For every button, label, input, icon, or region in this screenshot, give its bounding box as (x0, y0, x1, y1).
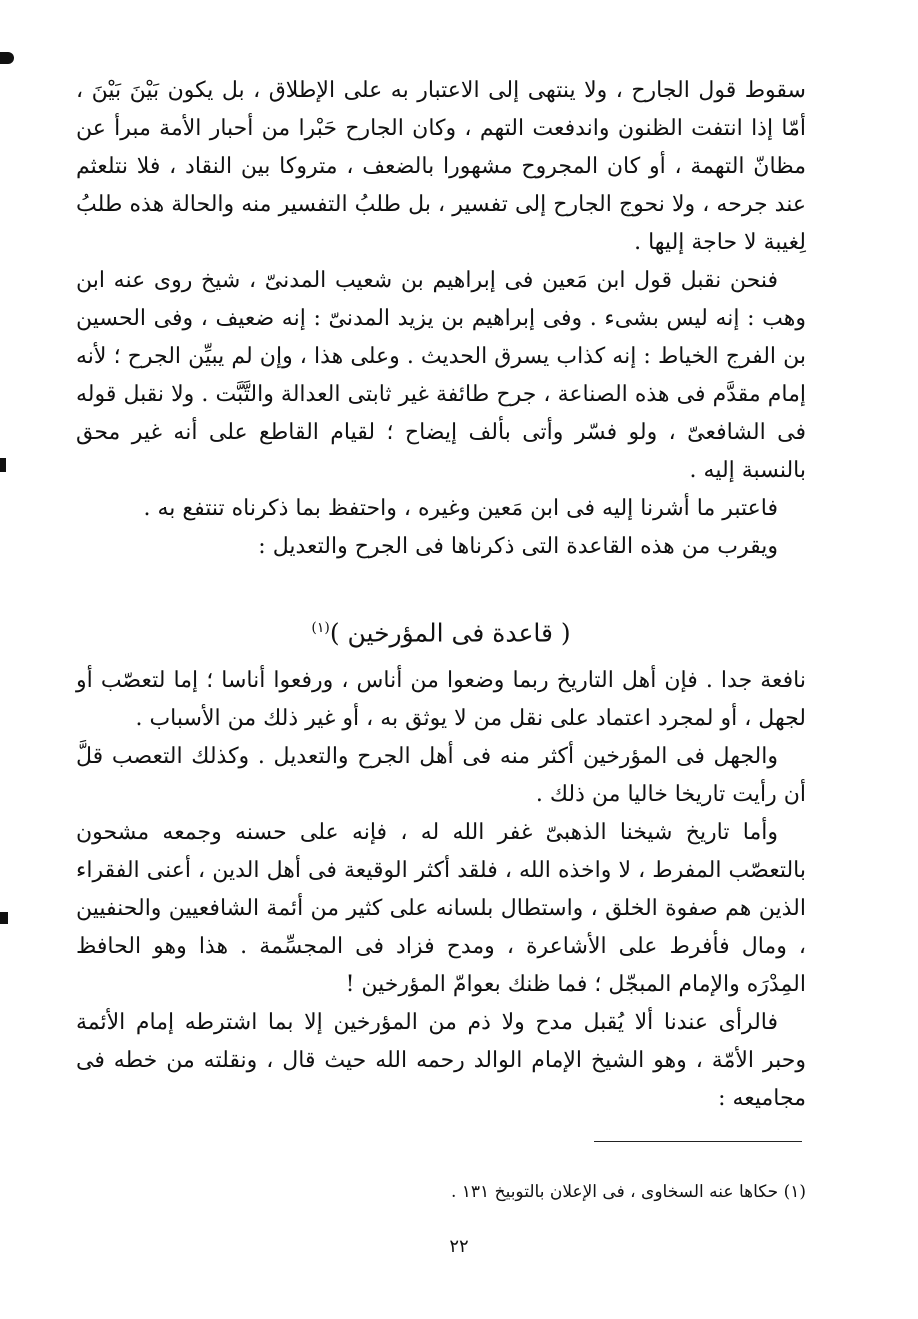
paragraph-opinion: فالرأى عندنا ألا يُقبل مدح ولا ذم من المؤرخين إلا بما اشترطه إمام الأئمة وحبر الأمّة ، وهو الشيخ الإمام الوالد رحمه الله حيث قال ، ونقلته من خطه فى مجاميعه : (76, 1010, 806, 1111)
paragraph-historians-useful: نافعة جدا . فإن أهل التاريخ ربما وضعوا من أناس ، ورفعوا أناسا ؛ إما لتعصّب أو لجهل ، أو لمجرد اعتماد على نقل من لا يوثق به ، أو غير ذلك من الأسباب . (76, 668, 806, 731)
paragraph-consider: فاعتبر ما أشرنا إليه فى ابن مَعين وغيره ، واحتفظ بما ذكرناه تنتفع به . (143, 496, 778, 521)
scan-edge-mark-lower (0, 912, 8, 924)
heading-footnote-mark: (١) (311, 620, 330, 636)
footnote: (١) حكاها عنه السخاوى ، فى الإعلان بالتوبيخ ١٣١ . (450, 1182, 806, 1202)
paragraph-close-rule: ويقرب من هذه القاعدة التى ذكرناها فى الجرح والتعديل : (258, 534, 778, 559)
scan-edge-mark-middle (0, 458, 6, 472)
body-text-lower (76, 662, 806, 1118)
body-text-upper (76, 72, 806, 566)
paragraph-dhahabi: وأما تاريخ شيخنا الذهبىّ غفر الله له ، فإنه على حسنه وجمعه مشحون بالتعصّب المفرط ، لا واخذه الله ، فلقد أكثر الوقيعة فى أهل الدين ، أعنى الفقراء الذين هم صفوة الخلق ، واستطال بلسانه على كثير من أئمة الشافعيين والحنفيين ، ومال فأفرط على الأشاعرة ، ومدح فزاد فى المجسِّمة . هذا وهو الحافظ المِدْرَه والإمام المبجّل ؛ فما ظنك بعوامّ المؤرخين ! (76, 820, 806, 997)
paragraph-ibn-main: فنحن نقبل قول ابن مَعين فى إبراهيم بن شعيب المدنىّ ، شيخ روى عنه ابن وهب : إنه ليس بشىء . وفى إبراهيم بن يزيد المدنىّ : إنه ضعيف ، وفى الحسين بن الفرج الخياط : إنه كذاب يسرق الحديث . وعلى هذا ، وإن لم يبيِّن الجرح ؛ لأنه إمام مقدَّم فى هذه الصناعة ، جرح طائفة غير ثابتى العدالة والتَّبَّت . ولا نقبل قوله فى الشافعىّ ، ولو فسّر وأتى بألف إيضاح ؛ لقيام القاطع على أنه غير محق بالنسبة إليه . (76, 268, 806, 483)
paragraph-jarih-fall: سقوط قول الجارح ، ولا ينتهى إلى الاعتبار به على الإطلاق ، بل يكون بَيْنَ بَيْنَ ، أمّا إذا انتفت الظنون واندفعت التهم ، وكان الجارح حَبْرا من أحبار الأمة مبرأ عن مظانّ التهمة ، أو كان المجروح مشهورا بالضعف ، متروكا بين النقاد ، فلا نتلعثم عند جرحه ، ولا نحوج الجارح إلى تفسير ، بل طلبُ التفسير منه والحالة هذه طلبُ لِغيبة لا حاجة إليها . (76, 78, 806, 255)
page-number: ٢٢ (449, 1236, 469, 1257)
paragraph-ignorance: والجهل فى المؤرخين أكثر منه فى أهل الجرح والتعديل . وكذلك التعصب قلَّ أن رأيت تاريخا خاليا من ذلك . (76, 744, 806, 807)
footnote-separator (594, 1141, 802, 1142)
section-heading (76, 608, 806, 653)
heading-title: ( قاعدة فى المؤرخين ) (329, 618, 571, 648)
scan-edge-mark-top (0, 52, 14, 64)
